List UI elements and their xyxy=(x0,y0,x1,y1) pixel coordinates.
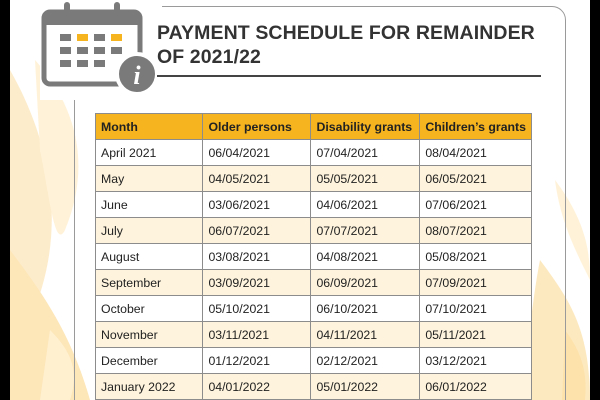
cell-month: December xyxy=(96,348,203,374)
cell-disability-grants: 05/01/2022 xyxy=(311,374,420,400)
header-month: Month xyxy=(96,114,203,140)
calendar-info-icon xyxy=(40,0,162,100)
table-row xyxy=(96,218,532,244)
poster xyxy=(10,0,590,400)
cell-month: November xyxy=(96,322,203,348)
table-row xyxy=(96,270,532,296)
cell-older-persons: 03/08/2021 xyxy=(203,244,311,270)
table-row xyxy=(96,374,532,400)
cell-older-persons: 01/12/2021 xyxy=(203,348,311,374)
table-header-row xyxy=(96,114,532,140)
cell-month: October xyxy=(96,296,203,322)
cell-disability-grants: 04/11/2021 xyxy=(311,322,420,348)
cell-month: January 2022 xyxy=(96,374,203,400)
page-title: PAYMENT SCHEDULE FOR REMAINDER OF 2021/22 xyxy=(157,22,535,68)
cell-older-persons: 03/09/2021 xyxy=(203,270,311,296)
cell-disability-grants: 07/07/2021 xyxy=(311,218,420,244)
cell-older-persons: 06/07/2021 xyxy=(203,218,311,244)
cell-disability-grants: 04/08/2021 xyxy=(311,244,420,270)
cell-older-persons: 04/01/2022 xyxy=(203,374,311,400)
table-row xyxy=(96,192,532,218)
cell-childrens-grants: 03/12/2021 xyxy=(420,348,532,374)
cell-childrens-grants: 08/07/2021 xyxy=(420,218,532,244)
cell-disability-grants: 05/05/2021 xyxy=(311,166,420,192)
cell-older-persons: 03/06/2021 xyxy=(203,192,311,218)
cell-childrens-grants: 07/09/2021 xyxy=(420,270,532,296)
info-glyph: i xyxy=(133,61,141,90)
cell-childrens-grants: 05/08/2021 xyxy=(420,244,532,270)
cell-month: August xyxy=(96,244,203,270)
cell-childrens-grants: 06/05/2021 xyxy=(420,166,532,192)
cell-childrens-grants: 06/01/2022 xyxy=(420,374,532,400)
cell-month: June xyxy=(96,192,203,218)
cell-disability-grants: 07/04/2021 xyxy=(311,140,420,166)
table-row xyxy=(96,140,532,166)
cell-childrens-grants: 07/06/2021 xyxy=(420,192,532,218)
table-row xyxy=(96,322,532,348)
payment-schedule-table xyxy=(95,113,532,400)
cell-month: July xyxy=(96,218,203,244)
cell-disability-grants: 06/09/2021 xyxy=(311,270,420,296)
cell-older-persons: 05/10/2021 xyxy=(203,296,311,322)
header-childrens-grants: Children’s grants xyxy=(420,114,532,140)
table-row xyxy=(96,296,532,322)
header-older-persons: Older persons xyxy=(203,114,311,140)
cell-childrens-grants: 07/10/2021 xyxy=(420,296,532,322)
cell-month: April 2021 xyxy=(96,140,203,166)
cell-older-persons: 06/04/2021 xyxy=(203,140,311,166)
table-row xyxy=(96,166,532,192)
cell-month: May xyxy=(96,166,203,192)
cell-older-persons: 03/11/2021 xyxy=(203,322,311,348)
cell-disability-grants: 04/06/2021 xyxy=(311,192,420,218)
header-disability-grants: Disability grants xyxy=(311,114,420,140)
table-row xyxy=(96,244,532,270)
cell-month: September xyxy=(96,270,203,296)
title-divider xyxy=(157,75,541,77)
cell-childrens-grants: 08/04/2021 xyxy=(420,140,532,166)
cell-disability-grants: 06/10/2021 xyxy=(311,296,420,322)
cell-childrens-grants: 05/11/2021 xyxy=(420,322,532,348)
cell-older-persons: 04/05/2021 xyxy=(203,166,311,192)
cell-disability-grants: 02/12/2021 xyxy=(311,348,420,374)
table-row xyxy=(96,348,532,374)
